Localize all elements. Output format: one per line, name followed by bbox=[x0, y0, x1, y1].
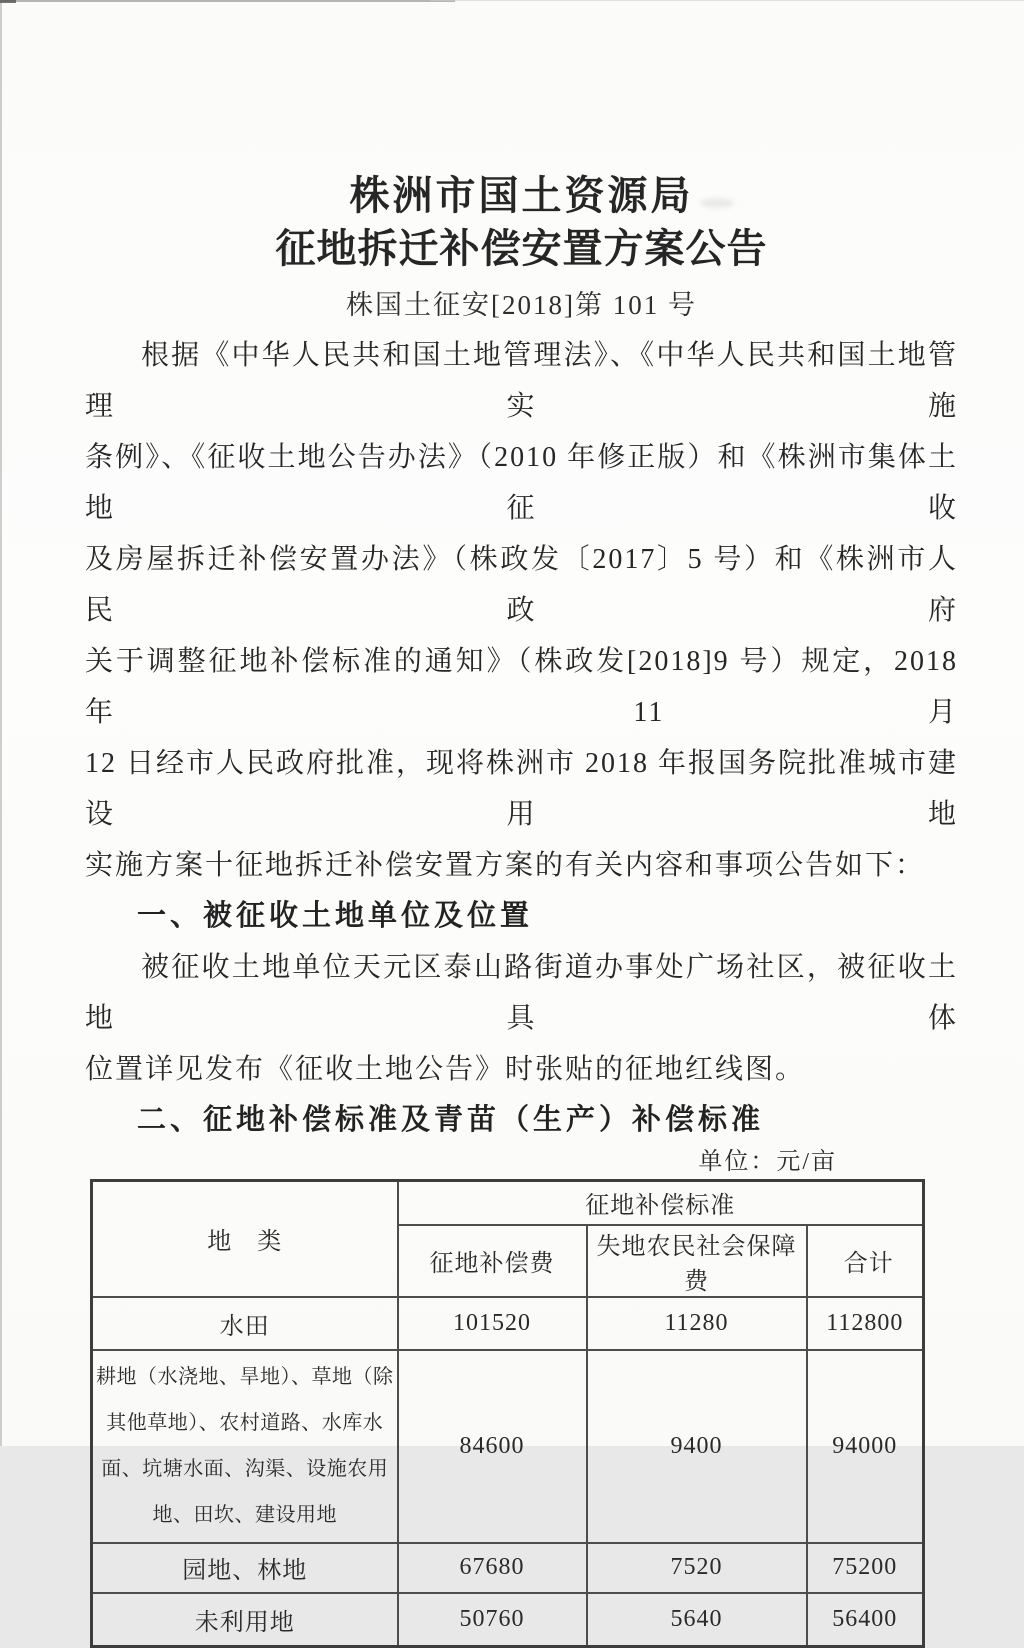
paragraph-line: 及房屋拆迁补偿安置办法》（株政发〔2017〕5 号）和《株洲市人民政府 bbox=[85, 544, 958, 626]
paragraph-line: 根据《中华人民共和国土地管理法》、《中华人民共和国土地管理实施 bbox=[85, 340, 958, 422]
cell-social: 9400 bbox=[587, 1350, 807, 1543]
document-number: 株国土征安[2018]第 101 号 bbox=[346, 290, 697, 320]
cell-social: 11280 bbox=[587, 1297, 807, 1350]
paragraph-line: 位置详见发布《征收土地公告》时张贴的征地红线图。 bbox=[85, 1054, 806, 1085]
table-unit-label: 单位：元/亩 bbox=[698, 1149, 837, 1175]
cell-land bbox=[92, 1350, 398, 1543]
cell-land: 水田 bbox=[92, 1297, 398, 1350]
cell-fee: 67680 bbox=[398, 1543, 587, 1593]
cell-land-line: 耕地（水浇地、旱地）、草地（除 bbox=[96, 1366, 394, 1388]
cell-total: 75200 bbox=[807, 1543, 924, 1593]
section2-heading: 二、征地补偿标准及青苗（生产）补偿标准 bbox=[137, 1104, 765, 1136]
cell-social: 5640 bbox=[587, 1593, 807, 1647]
paragraph-line: 12 日经市人民政府批准，现将株洲市 2018 年报国务院批准城市建设用地 bbox=[85, 748, 959, 830]
table-row-paddy-field bbox=[92, 1297, 924, 1350]
scan-edge-artifact bbox=[0, 0, 2, 1446]
scan-edge-artifact bbox=[430, 0, 1024, 1]
cell-land-line: 其他草地）、农村道路、水库水 bbox=[106, 1412, 384, 1434]
cell-total: 112800 bbox=[807, 1297, 924, 1350]
scan-edge-artifact bbox=[0, 0, 455, 2]
section1-heading: 一、被征收土地单位及位置 bbox=[137, 900, 534, 932]
header-cell-compensation-group: 征地补偿标准 bbox=[398, 1181, 924, 1225]
paragraph-line: 实施方案十征地拆迁补偿安置方案的有关内容和事项公告如下： bbox=[85, 850, 926, 881]
header-cell-land-type: 地 类 bbox=[92, 1181, 398, 1297]
cell-total: 94000 bbox=[807, 1350, 924, 1543]
document-title-line1: 株洲市国土资源局 bbox=[349, 173, 694, 218]
header-cell-social-security: 失地农民社会保障费 bbox=[587, 1225, 807, 1297]
paragraph-line: 关于调整征地补偿标准的通知》（株政发[2018]9 号）规定，2018 年 11 月 bbox=[85, 646, 958, 728]
cell-land: 未利用地 bbox=[92, 1593, 398, 1647]
scan-corner-artifact bbox=[0, 0, 16, 3]
table-row-cultivated-land bbox=[92, 1350, 924, 1543]
intro-paragraph bbox=[85, 330, 958, 891]
compensation-standards-table bbox=[90, 1179, 925, 1648]
table-row-garden-forest bbox=[92, 1543, 924, 1593]
paragraph-line: 条例》、《征收土地公告办法》（2010 年修正版）和《株洲市集体土地征收 bbox=[85, 442, 958, 524]
cell-total: 56400 bbox=[807, 1593, 924, 1647]
document-body bbox=[85, 330, 958, 1648]
cell-land: 园地、林地 bbox=[92, 1543, 398, 1593]
section1-paragraph bbox=[85, 942, 958, 1095]
document-header bbox=[85, 172, 958, 322]
cell-fee: 101520 bbox=[398, 1297, 587, 1350]
cell-fee: 84600 bbox=[398, 1350, 587, 1543]
header-cell-total: 合计 bbox=[807, 1225, 924, 1297]
header-cell-fee: 征地补偿费 bbox=[398, 1225, 587, 1297]
cell-fee: 50760 bbox=[398, 1593, 587, 1647]
paragraph-line: 被征收土地单位天元区泰山路街道办事处广场社区，被征收土地具体 bbox=[85, 952, 958, 1034]
cell-land-line: 面、坑塘水面、沟渠、设施农用 bbox=[101, 1458, 389, 1480]
cell-land-line: 地、田坎、建设用地 bbox=[152, 1504, 337, 1526]
table-header-row-1 bbox=[92, 1181, 924, 1225]
table-row-unused-land bbox=[92, 1593, 924, 1647]
document-title-line2: 征地拆迁补偿安置方案公告 bbox=[275, 226, 768, 271]
cell-social: 7520 bbox=[587, 1543, 807, 1593]
